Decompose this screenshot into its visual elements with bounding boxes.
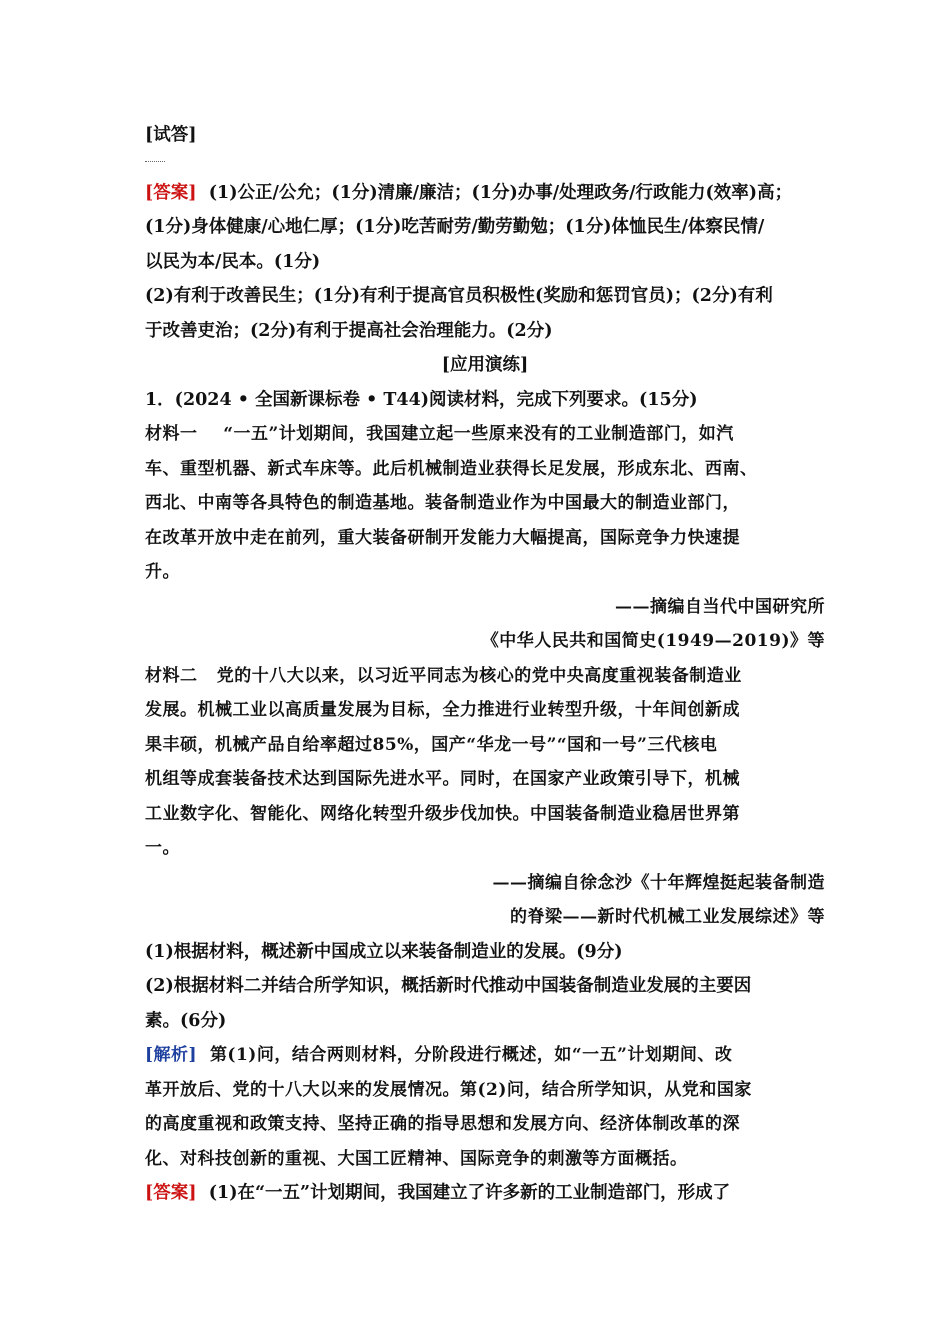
answer-line-2: (1分)身体健康/心地仁厚；(1分)吃苦耐劳/勤劳勤勉；(1分)体恤民生/体察民情/ <box>145 217 765 237</box>
material1-source-2: 《中华人民共和国简史(1949—2019)》等 <box>481 631 825 651</box>
analysis-line-4: 化、对科技创新的重视、大国工匠精神、国际竞争的刺激等方面概括。 <box>145 1148 688 1169</box>
analysis-line-3: 的高度重视和政策支持、坚持正确的指导思想和发展方向、经济体制改革的深 <box>145 1114 740 1134</box>
material2-line-1 <box>145 659 825 694</box>
answer2-line-1 <box>145 1176 825 1211</box>
material1-line-1 <box>145 417 825 452</box>
material2-text: 党的十八大以来，以习近平同志为核心的党中央高度重视装备制造业 <box>216 665 742 686</box>
material1-text: “一五”计划期间，我国建立起一些原来没有的工业制造部门，如汽 <box>223 424 734 444</box>
material2-line-4: 机组等成套装备技术达到国际先进水平。同时，在国家产业政策引导下，机械 <box>145 769 740 789</box>
question-title: 1．(2024 • 全国新课标卷 • T44)阅读材料，完成下列要求。(15分) <box>145 389 698 410</box>
material1-line-4: 在改革开放中走在前列，重大装备研制开发能力大幅提高，国际竞争力快速提 <box>145 527 740 548</box>
answer-line-1 <box>145 176 825 211</box>
question-1: (1)根据材料，概述新中国成立以来装备制造业的发展。(9分) <box>145 941 623 962</box>
answer-line-5: 于改善吏治；(2分)有利于提高社会治理能力。(2分) <box>145 320 553 341</box>
material2-source-2: 的脊梁——新时代机械工业发展综述》等 <box>510 907 825 927</box>
answer-text: (1)公正/公允；(1分)清廉/廉洁；(1分)办事/处理政务/行政能力(效率)高； <box>208 182 793 203</box>
answer-line-3: 以民为本/民本。(1分) <box>145 251 321 272</box>
material1-line-2: 车、重型机器、新式车床等。此后机械制造业获得长足发展，形成东北、西南、 <box>145 458 758 479</box>
answer2-text: (1)在“一五”计划期间，我国建立了许多新的工业制造部门，形成了 <box>208 1183 731 1203</box>
analysis-tag: [解析] <box>145 1045 198 1065</box>
material2-line-3: 果丰硕，机械产品自给率超过85%，国产“华龙一号”“国和一号”三代核电 <box>145 734 718 755</box>
question-2-line-2: 素。(6分) <box>145 1010 227 1031</box>
question-2-line-1: (2)根据材料二并结合所学知识，概括新时代推动中国装备制造业发展的主要因 <box>145 976 752 996</box>
material2-line-6: 一。 <box>145 838 180 858</box>
material1-line-5: 升。 <box>145 562 180 582</box>
answer-tag: [答案] <box>145 182 197 203</box>
material2-line-2: 发展。机械工业以高质量发展为目标，全力推进行业转型升级，十年间创新成 <box>145 700 740 720</box>
analysis-line-2: 革开放后、党的十八大以来的发展情况。第(2)问，结合所学知识，从党和国家 <box>145 1079 752 1100</box>
section-heading-try-answer: [试答] <box>145 125 197 145</box>
answer-line-4: (2)有利于改善民生；(1分)有利于提高官员积极性(奖励和惩罚官员)；(2分)有利 <box>145 286 773 306</box>
answer2-tag: [答案] <box>145 1183 197 1203</box>
dotted-separator <box>145 161 165 162</box>
analysis-text: 第(1)问，结合两则材料，分阶段进行概述，如“一五”计划期间、改 <box>209 1045 733 1065</box>
material2-source-1: ——摘编自徐念沙《十年辉煌挺起装备制造 <box>492 872 825 893</box>
material1-source-1: ——摘编自当代中国研究所 <box>615 596 825 617</box>
section-heading-practice: [应用演练] <box>441 355 529 375</box>
document-content <box>145 118 825 1211</box>
material2-line-5: 工业数字化、智能化、网络化转型升级步伐加快。中国装备制造业稳居世界第 <box>145 803 740 824</box>
material2-label: 材料二 <box>145 665 198 686</box>
material1-label: 材料一 <box>145 424 198 444</box>
analysis-line-1 <box>145 1038 825 1073</box>
material1-line-3: 西北、中南等各具特色的制造基地。装备制造业作为中国最大的制造业部门， <box>145 493 740 513</box>
